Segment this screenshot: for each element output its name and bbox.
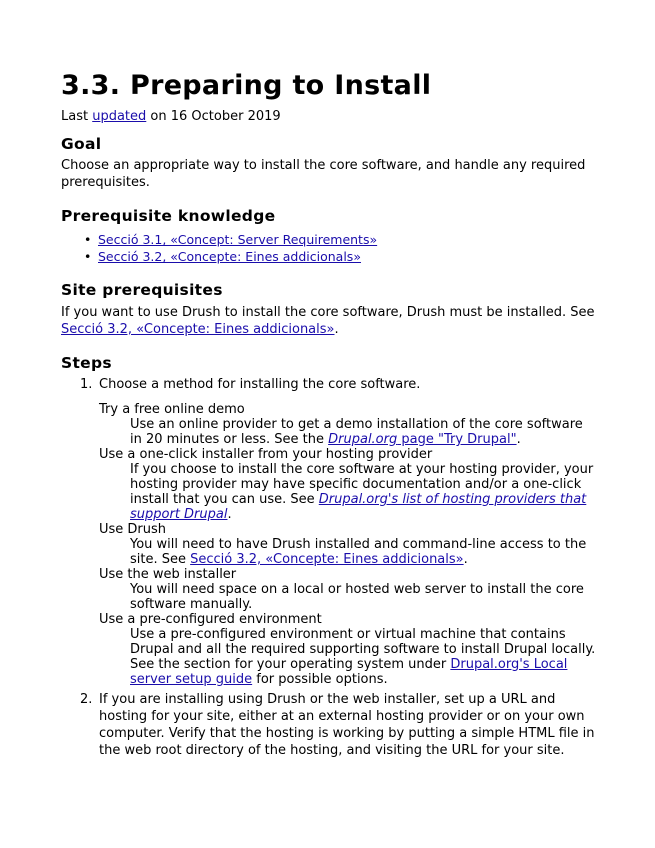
prereq-link-additional-tools[interactable]: Secció 3.2, «Concepte: Eines addicionals» [98,249,361,264]
prereq-link-server-requirements[interactable]: Secció 3.1, «Concept: Server Requirements» [98,232,378,247]
goal-heading: Goal [61,135,102,153]
option-term: Use the web installer [99,567,237,582]
prereq-knowledge-list [61,231,377,265]
site-prereq-sentence: If you want to use Drush to install the core software, Drush must be installed. See [61,305,595,320]
option-text: Use a pre-configured environment or virtual machine that contains Drupal and all the required supporting software to install Drupal locally. See the section for your operating system under [130,627,596,672]
prereq-knowledge-heading: Prerequisite knowledge [61,207,276,225]
steps-list [61,377,596,759]
option-text-end: . [516,432,521,447]
last-updated-suffix: on 16 October 2019 [146,109,281,124]
option-text-end: . [463,552,468,567]
link-italic-part: Drupal.org [328,432,398,447]
option-term: Use a one-click installer from your hosting provider [99,447,433,462]
local-setup-guide-link[interactable]: Drupal.org's Local server setup guide [130,657,568,687]
link-rest-part: page "Try Drupal" [397,432,517,447]
option-text-end: . [227,507,232,522]
option-text: You will need to have Drush installed and command-line access to the site. See [130,537,587,567]
step-number: 1. [80,377,93,392]
list-item [98,248,377,265]
list-item [98,231,377,248]
option-text-end: for possible options. [252,672,388,687]
option-description [130,537,596,567]
try-drupal-link[interactable] [328,432,516,447]
step-1-text: Choose a method for installing the core software. [99,377,421,392]
step-2 [61,691,596,759]
page-title: 3.3. Preparing to Install [61,70,432,101]
option-description [130,417,596,447]
goal-text: Choose an appropriate way to install the core software, and handle any required prerequisites. [61,158,586,190]
option-term: Use Drush [99,522,167,537]
step-number: 2. [80,692,93,707]
option-text: Use an online provider to get a demo installation of the core software in 20 minutes or less. See the [130,417,583,447]
option-text: If you choose to install the core software at your hosting provider, your hosting provider may have specific documentation and/or a one-click install that you can use. See [130,462,594,507]
additional-tools-link[interactable]: Secció 3.2, «Concepte: Eines addicionals» [190,552,464,567]
option-term: Use a pre-configured environment [99,612,322,627]
site-prereq-heading: Site prerequisites [61,281,223,299]
link-italic-part: Drupal.org's list of hosting providers that support Drupal [130,492,587,522]
site-prereq-end: . [334,322,339,337]
option-term: Try a free online demo [99,402,245,417]
steps-heading: Steps [61,354,112,372]
install-options [99,402,596,687]
option-description: You will need space on a local or hosted web server to install the core software manually. [130,582,584,612]
updated-link[interactable]: updated [92,109,147,124]
site-prereq-link[interactable]: Secció 3.2, «Concepte: Eines addicionals» [61,322,335,337]
step-1 [61,377,596,687]
option-description [130,462,596,522]
site-prereq-text [61,304,596,338]
last-updated-prefix: Last [61,109,93,124]
step-2-text: If you are installing using Drush or the web installer, set up a URL and hosting for your site, either at an external hosting provider or on your own computer. Verify that the hosting is working by putting a simple HTML file in the web root directory of the hosting, and visiting the URL for your site. [99,692,595,758]
last-updated [61,109,281,124]
option-description [130,627,596,687]
